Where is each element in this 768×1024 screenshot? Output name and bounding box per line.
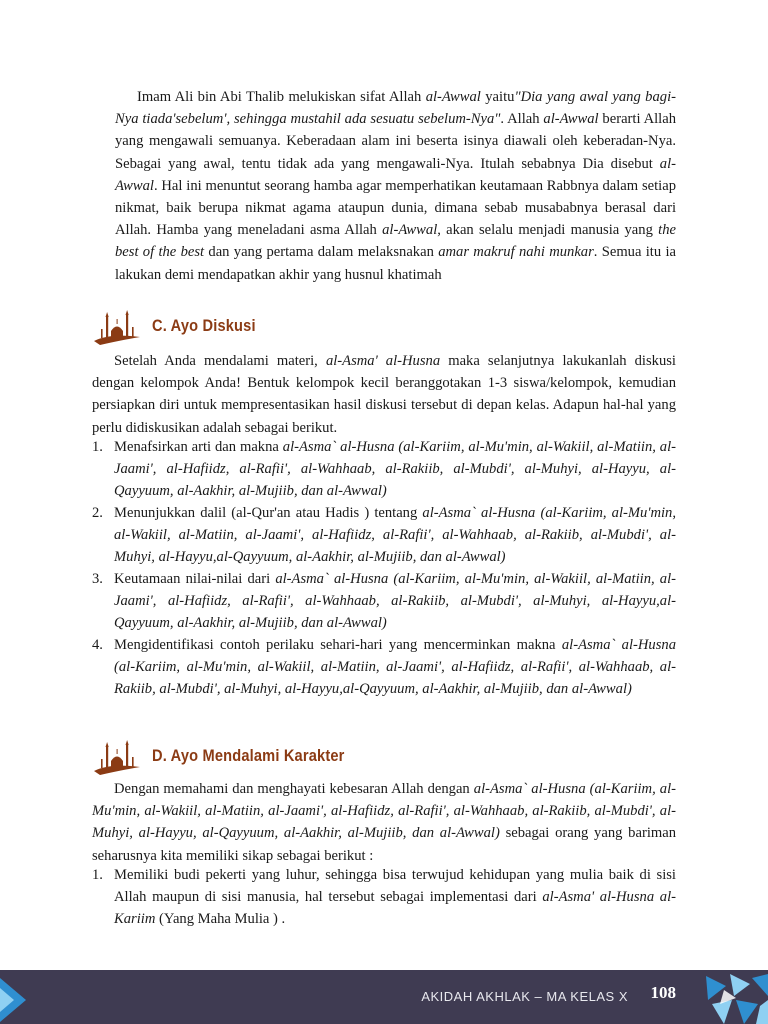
section-c-heading bbox=[92, 306, 273, 346]
intro-paragraph: Imam Ali bin Abi Thalib melukiskan sifat Allah al-Awwal yaitu"Dia yang awal yang bagi-Nya tiada'sebelum', sehingga mustahil ada sesuatu sebelum-Nya". Allah al-Awwal berarti Allah yang mengawali semuanya. Keberadaan alam ini beserta isinya diawali oleh keberadan-Nya. Sebagai yang awal, tentu tidak ada yang mengawali-Nya. Itulah sebabnya Dia disebut al-Awwal. Hal ini menuntut seorang hamba agar memperhatikan keutamaan Rabbnya dalam setiap nikmat, baik berupa nikmat agama ataupun dunia, dimana sebab musababnya berasal dari Allah. Hamba yang meneladani asma Allah al-Awwal, akan selalu menjadi manusia yang the best of the best dan yang pertama dalam melaksnakan amar makruf nahi munkar. Semua itu ia lakukan demi mendapatkan akhir yang husnul khatimah bbox=[115, 89, 677, 283]
mosque-silhouette-icon bbox=[92, 737, 144, 775]
section-d-title: D. Ayo Mendalami Karakter bbox=[152, 745, 345, 765]
section-d-heading bbox=[92, 736, 376, 776]
page-number: 108 bbox=[650, 983, 676, 1002]
page-footer bbox=[0, 970, 768, 1024]
list-item: 3. Keutamaan nilai-nilai dari al-Asma` al-Husna (al-Kariim, al-Mu'min, al-Wakiil, al-Matiin, al-Jaami', al-Hafiidz, al-Rafii', al-Wahhaab, al-Rakiib, al-Mubdi', al-Muhyi, al-Hayyu,al-Qayyuum, al-Aakhir, al-Mujiib, dan al-Awwal) bbox=[92, 571, 676, 632]
section-d-intro: Dengan memahami dan menghayati kebesaran Allah dengan al-Asma` al-Husna (al-Kariim, al-Mu'min, al-Wakiil, al-Matiin, al-Jaami', al-Hafiidz, al-Rafii', al-Wahhaab, al-Rakiib, al-Mubdi', al-Muhyi, al-Hayyu, al-Qayyuum, al-Aakhir, al-Mujiib, dan al-Awwal) sebagai orang yang bariman seharusnya kita memiliki sikap sebagai berikut : bbox=[92, 781, 676, 864]
list-item: 2. Menunjukkan dalil (al-Qur'an atau Hadis ) tentang al-Asma` al-Husna (al-Kariim, al-Mu'min, al-Wakiil, al-Matiin, al-Jaami', al-Hafiidz, al-Rafii', al-Wahhaab, al-Rakiib, al-Mubdi', al-Muhyi, al-Hayyu,al-Qayyuum, al-Aakhir, al-Mujiib, dan al-Awwal) bbox=[92, 505, 677, 566]
section-c-title: C. Ayo Diskusi bbox=[152, 315, 256, 335]
book-title: AKIDAH AKHLAK – MA KELAS X bbox=[421, 989, 628, 1004]
section-c-intro: Setelah Anda mendalami materi, al-Asma' al-Husna maka selanjutnya lakukanlah diskusi dengan kelompok Anda! Bentuk kelompok kecil beranggotakan 1-3 siswa/kelompok, kemudian persiapkan diri untuk mempresentasikan hasil diskusi tersebut di depan kelas. Adapun hal-hal yang perlu didiskusikan adalah sebagai berikut. bbox=[92, 353, 676, 436]
list-item: 1. Menafsirkan arti dan makna al-Asma` al-Husna (al-Kariim, al-Mu'min, al-Wakiil, al-Matiin, al-Jaami', al-Hafiidz, al-Rafii', al-Wahhaab, al-Rakiib, al-Mubdi', al-Muhyi, al-Hayyu, al-Qayyuum, al-Aakhir, al-Mujiib, dan al-Awwal) bbox=[92, 439, 677, 500]
list-item: 4. Mengidentifikasi contoh perilaku sehari-hari yang mencerminkan makna al-Asma` al-Husna (al-Kariim, al-Mu'min, al-Wakiil, al-Matiin, al-Jaami', al-Hafiidz, al-Rafii', al-Wahhaab, al-Rakiib, al-Mubdi', al-Muhyi, al-Hayyu,al-Qayyuum, al-Aakhir, al-Mujiib, dan al-Awwal) bbox=[92, 637, 676, 698]
mosque-silhouette-icon bbox=[92, 307, 144, 345]
triangle-decoration-right-icon bbox=[696, 970, 768, 1024]
list-item: 1. Memiliki budi pekerti yang luhur, sehingga bisa terwujud kehidupan yang mulia baik di sisi Allah maupun di sisi manusia, hal tersebut sebagai implementasi dari al-Asma' al-Husna al-Kariim (Yang Maha Mulia ) . bbox=[92, 867, 676, 928]
triangle-decoration-left-icon bbox=[0, 970, 40, 1024]
